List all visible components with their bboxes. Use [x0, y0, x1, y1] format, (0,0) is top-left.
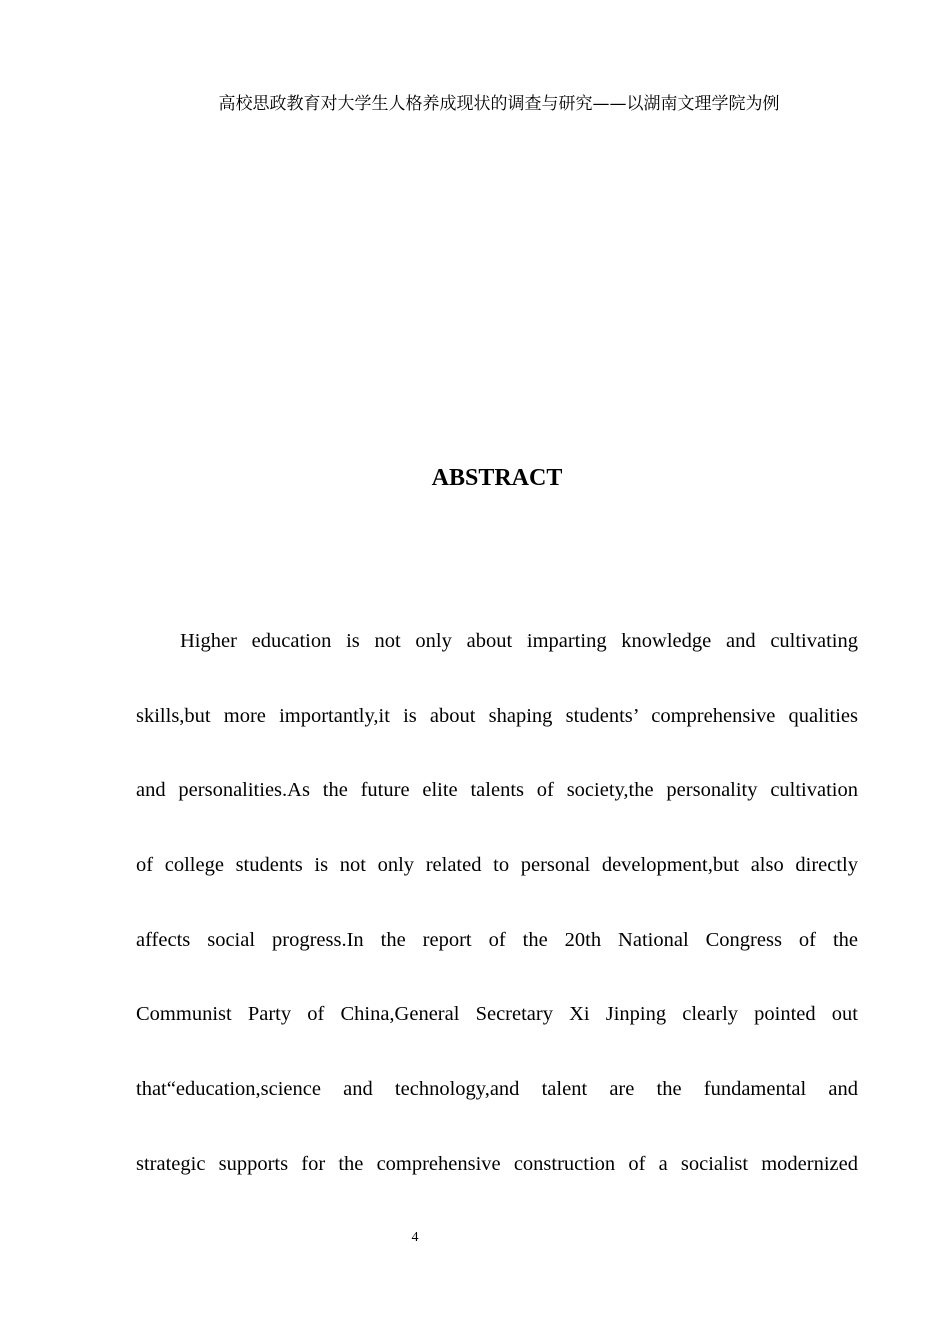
abstract-line: strategic supports for the comprehensive construction of a socialist modernized [136, 1152, 858, 1175]
abstract-line: and personalities.As the future elite talents of society,the personality cultivation [136, 779, 858, 802]
abstract-line: of college students is not only related to personal development,but also directly [136, 854, 858, 877]
abstract-line: affects social progress.In the report of the 20th National Congress of the [136, 928, 858, 951]
abstract-line: Communist Party of China,General Secretary Xi Jinping clearly pointed out [136, 1003, 858, 1026]
abstract-body [136, 604, 858, 1202]
page-number: 4 [411, 1230, 419, 1245]
running-header: 高校思政教育对大学生人格养成现状的调查与研究——以湖南文理学院为例 [218, 94, 780, 114]
abstract-title: ABSTRACT [431, 465, 563, 491]
abstract-line: Higher education is not only about imparting knowledge and cultivating [180, 630, 858, 652]
abstract-line: that“education,science and technology,and talent are the fundamental and [136, 1078, 858, 1101]
abstract-line: skills,but more importantly,it is about shaping students’ comprehensive qualities [136, 704, 858, 727]
